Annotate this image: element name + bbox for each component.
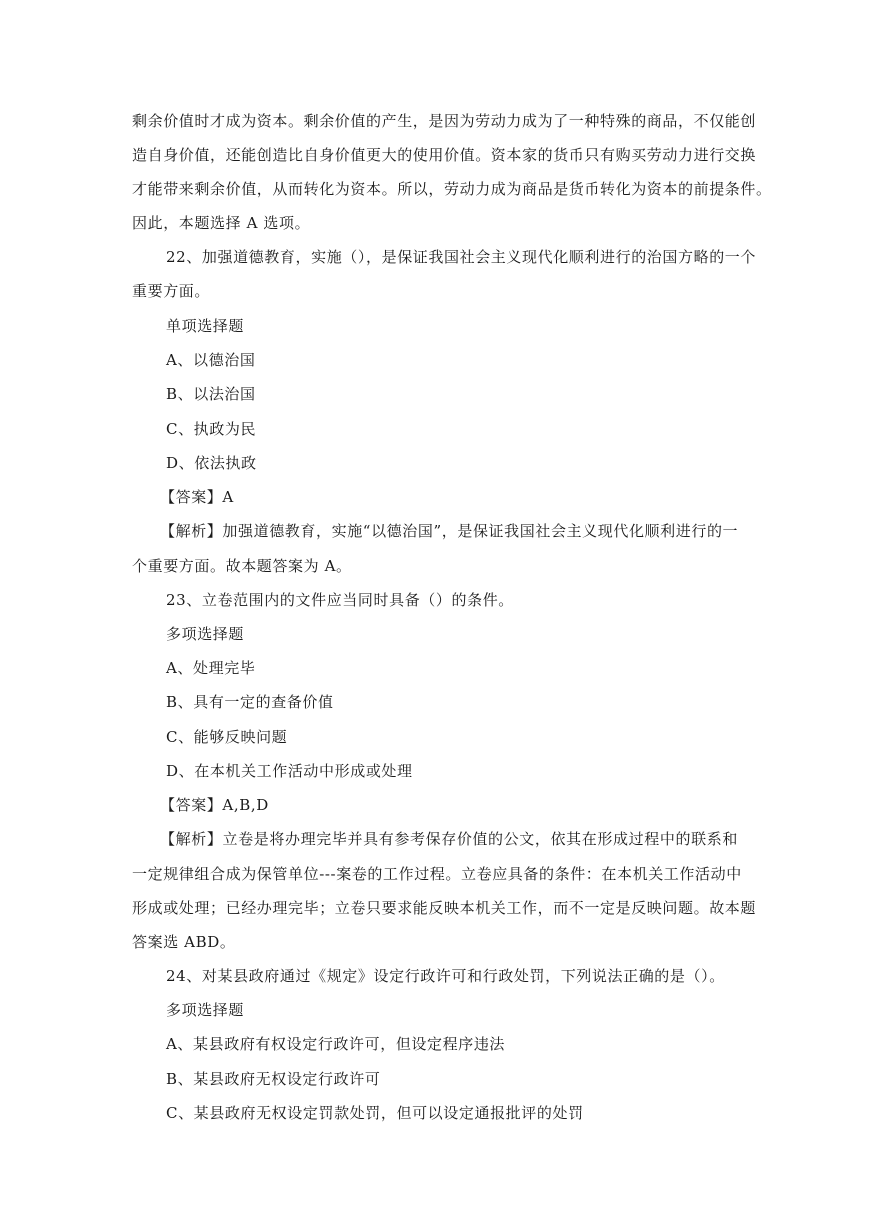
question-22-option-c: C、执政为民 [166, 420, 257, 438]
question-22-type: 单项选择题 [166, 317, 245, 335]
intro-line: 才能带来剩余价值，从而转化为资本。所以，劳动力成为商品是货币转化为资本的前提条件。 [132, 180, 772, 198]
question-23-explanation: 一定规律组合成为保管单位---案卷的工作过程。立卷应具备的条件：在本机关工作活动中 [132, 865, 742, 883]
question-24-text: 24、对某县政府通过《规定》设定行政许可和行政处罚，下列说法正确的是（）。 [166, 967, 725, 985]
question-22-option-b: B、以法治国 [166, 385, 256, 403]
question-24-option-c: C、某县政府无权设定罚款处罚，但可以设定通报批评的处罚 [166, 1104, 584, 1122]
question-23-explanation: 形成或处理；已经办理完毕；立卷只要求能反映本机关工作，而不一定是反映问题。故本题 [132, 899, 757, 917]
question-24-option-b: B、某县政府无权设定行政许可 [166, 1070, 381, 1088]
question-24-type: 多项选择题 [166, 1001, 245, 1019]
intro-line: 剩余价值时才成为资本。剩余价值的产生，是因为劳动力成为了一种特殊的商品，不仅能创 [132, 112, 757, 130]
question-23-type: 多项选择题 [166, 625, 245, 643]
question-22-option-d: D、依法执政 [166, 454, 257, 472]
question-24-option-a: A、某县政府有权设定行政许可，但设定程序违法 [166, 1035, 506, 1053]
question-22-text: 重要方面。 [132, 282, 211, 300]
question-23-answer: 【答案】A,B,D [160, 796, 269, 814]
intro-line: 因此，本题选择 A 选项。 [132, 214, 311, 232]
question-22-text: 22、加强道德教育，实施（），是保证我国社会主义现代化顺利进行的治国方略的一个 [166, 248, 756, 266]
question-22-explanation: 【解析】加强道德教育，实施“以德治国”，是保证我国社会主义现代化顺利进行的一 [160, 522, 739, 540]
question-22-answer: 【答案】A [160, 488, 234, 506]
question-23-option-b: B、具有一定的查备价值 [166, 693, 334, 711]
question-23-explanation: 答案选 ABD。 [132, 933, 236, 951]
question-23-text: 23、立卷范围内的文件应当同时具备（）的条件。 [166, 591, 514, 609]
question-22-option-a: A、以德治国 [166, 351, 256, 369]
question-22-explanation: 个重要方面。故本题答案为 A。 [132, 557, 352, 575]
question-23-option-d: D、在本机关工作活动中形成或处理 [166, 762, 413, 780]
intro-line: 造自身价值，还能创造比自身价值更大的使用价值。资本家的货币只有购买劳动力进行交换 [132, 146, 757, 164]
question-23-explanation: 【解析】立卷是将办理完毕并具有参考保存价值的公文，依其在形成过程中的联系和 [160, 830, 738, 848]
question-23-option-c: C、能够反映问题 [166, 728, 288, 746]
question-23-option-a: A、处理完毕 [166, 659, 256, 677]
